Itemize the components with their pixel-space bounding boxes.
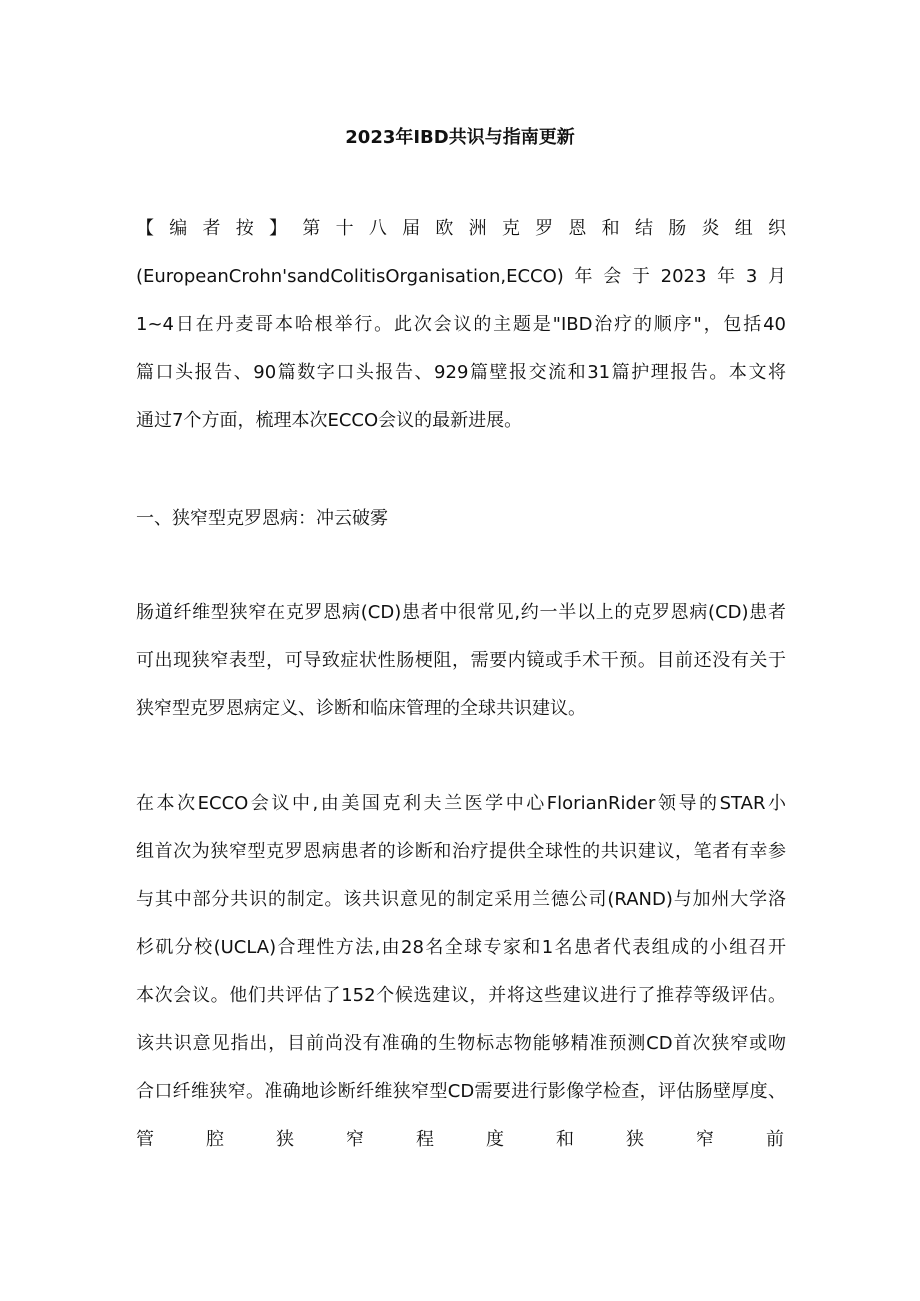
- paragraph-line: 合口纤维狭窄。准确地诊断纤维狭窄型CD需要进行影像学检查，评估肠壁厚度、: [136, 1081, 786, 1102]
- editor-note-line: 【编者按】第十八届欧洲克罗恩和结肠炎组织: [136, 218, 786, 239]
- editor-note-line: (EuropeanCrohn'sandColitisOrganisation,ECCO)年会于2023年3月: [136, 266, 786, 287]
- paragraph-line: 可出现狭窄表型，可导致症状性肠梗阻，需要内镜或手术干预。目前还没有关于: [136, 650, 786, 671]
- editor-note-line: 篇口头报告、90篇数字口头报告、929篇壁报交流和31篇护理报告。本文将: [136, 362, 786, 383]
- paragraph-line: 杉矶分校(UCLA)合理性方法,由28名全球专家和1名患者代表组成的小组召开: [136, 937, 786, 958]
- paragraph-line: 狭窄型克罗恩病定义、诊断和临床管理的全球共识建议。: [136, 698, 586, 719]
- paragraph-line: 管腔狭窄程度和狭窄前: [136, 1129, 836, 1150]
- paragraph-line: 本次会议。他们共评估了152个候选建议，并将这些建议进行了推荐等级评估。: [136, 985, 786, 1006]
- section-heading: 一、狭窄型克罗恩病：冲云破雾: [136, 508, 388, 529]
- document-title: 2023年IBD共识与指南更新: [345, 127, 575, 148]
- paragraph-line: 该共识意见指出，目前尚没有准确的生物标志物能够精准预测CD首次狭窄或吻: [136, 1033, 786, 1054]
- editor-note-line: 1~4日在丹麦哥本哈根举行。此次会议的主题是"IBD治疗的顺序"，包括40: [136, 314, 786, 335]
- paragraph-line: 与其中部分共识的制定。该共识意见的制定采用兰德公司(RAND)与加州大学洛: [136, 889, 786, 910]
- paragraph-line: 组首次为狭窄型克罗恩病患者的诊断和治疗提供全球性的共识建议，笔者有幸参: [136, 841, 786, 862]
- editor-note-line: 通过7个方面，梳理本次ECCO会议的最新进展。: [136, 410, 523, 431]
- paragraph-line: 在本次ECCO会议中,由美国克利夫兰医学中心FlorianRider领导的STAR小: [136, 793, 786, 814]
- paragraph-line: 肠道纤维型狭窄在克罗恩病(CD)患者中很常见,约一半以上的克罗恩病(CD)患者: [136, 602, 786, 623]
